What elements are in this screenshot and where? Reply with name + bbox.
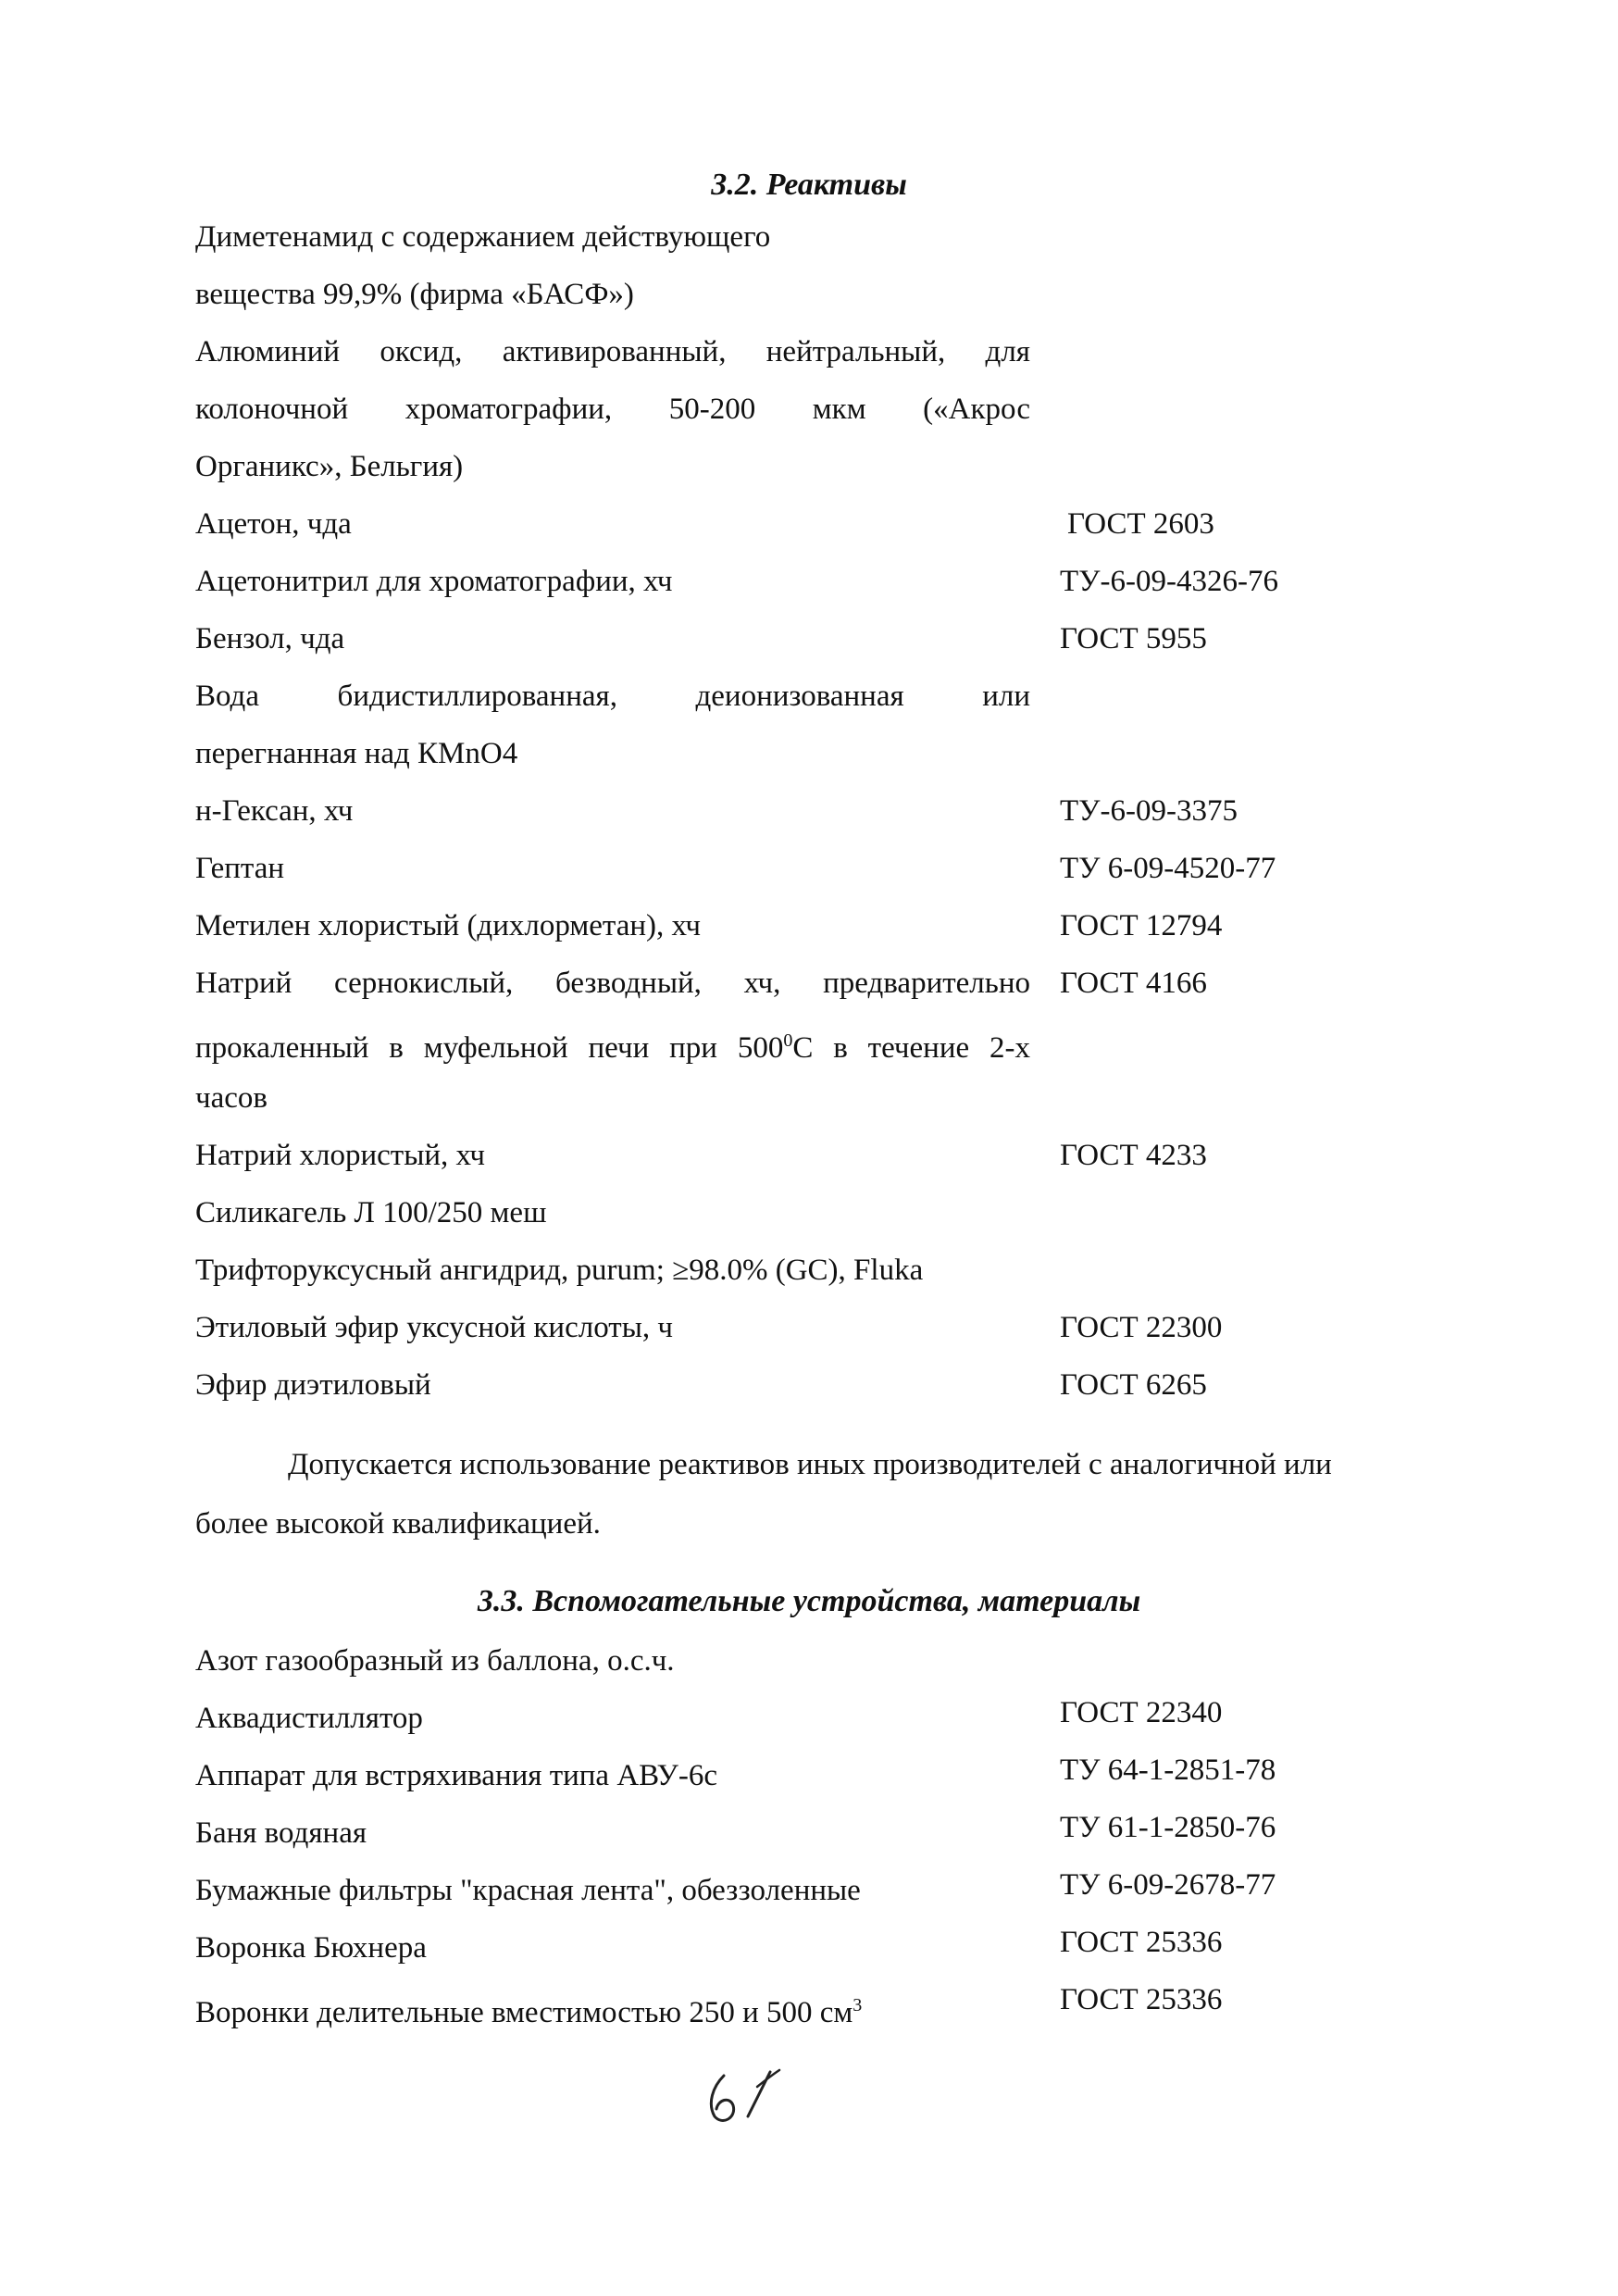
reagent-name: Ацетонитрил для хроматографии, хч <box>195 565 673 598</box>
reagent-line: Диметенамид с содержанием действующего <box>195 220 771 254</box>
reagent-standard: ГОСТ 5955 <box>1060 622 1207 655</box>
material-name: Аквадистиллятор <box>195 1702 423 1735</box>
reagent-name: Метилен хлористый (дихлорметан), хч <box>195 909 701 942</box>
reagent-standard: ТУ-6-09-4326-76 <box>1060 565 1278 598</box>
reagent-name: Ацетон, чда <box>195 507 352 541</box>
material-name-text: Воронки делительные вместимостью 250 и 500 см <box>195 1996 853 2029</box>
reagent-line: колоночной хроматографии, 50-200 мкм («Акрос <box>195 393 1030 426</box>
material-name: Азот газообразный из баллона, о.с.ч. <box>195 1644 675 1678</box>
section-33-title: 3.3. Вспомогательные устройства, материалы <box>477 1584 1141 1618</box>
reagent-standard: ГОСТ 12794 <box>1060 909 1223 942</box>
reagent-standard: ГОСТ 6265 <box>1060 1368 1207 1402</box>
material-name: Воронка Бюхнера <box>195 1931 427 1965</box>
reagent-line: Алюминий оксид, активированный, нейтральный, для <box>195 335 1030 368</box>
reagent-name: Этиловый эфир уксусной кислоты, ч <box>195 1311 673 1344</box>
reagent-name: Гептан <box>195 852 285 885</box>
reagent-line: Органикс», Бельгия) <box>195 450 464 483</box>
material-name: Баня водяная <box>195 1816 367 1850</box>
note-line: более высокой квалификацией. <box>195 1507 601 1541</box>
reagent-name: Трифторуксусный ангидрид, purum; ≥98.0% (GC), Fluka <box>195 1254 924 1287</box>
reagent-name: Силикагель Л 100/250 меш <box>195 1196 547 1229</box>
superscript: 3 <box>853 1995 863 2015</box>
reagent-name: Эфир диэтиловый <box>195 1368 431 1402</box>
material-standard: ГОСТ 22340 <box>1060 1696 1223 1729</box>
reagent-name: Бензол, чда <box>195 622 345 655</box>
reagent-line-part: прокаленный в муфельной печи при 500 <box>195 1031 784 1065</box>
material-name: Аппарат для встряхивания типа АВУ-6с <box>195 1759 717 1792</box>
material-name: Бумажные фильтры "красная лента", обеззоленные <box>195 1874 861 1907</box>
material-standard: ГОСТ 25336 <box>1060 1983 1223 2016</box>
reagent-name: н-Гексан, хч <box>195 794 354 828</box>
reagent-standard: ГОСТ 22300 <box>1060 1311 1223 1344</box>
reagent-line-part: С в течение 2-х <box>792 1031 1030 1065</box>
reagent-line: перегнанная над КMnO4 <box>195 737 518 770</box>
reagent-standard: ГОСТ 4233 <box>1060 1139 1207 1172</box>
reagent-line <box>195 1022 1030 1067</box>
note-line: Допускается использование реактивов иных производителей с аналогичной или <box>288 1448 1332 1481</box>
section-32-title: 3.2. Реактивы <box>711 168 907 202</box>
reagent-line: часов <box>195 1081 268 1115</box>
reagent-standard: ТУ 6-09-4520-77 <box>1060 852 1276 885</box>
material-standard: ГОСТ 25336 <box>1060 1926 1223 1959</box>
material-name <box>195 1987 862 2031</box>
reagent-standard: ГОСТ 4166 <box>1060 967 1207 1000</box>
reagent-name: Натрий хлористый, хч <box>195 1139 486 1172</box>
reagent-line: вещества 99,9% (фирма «БАСФ») <box>195 278 634 311</box>
reagent-standard: ТУ-6-09-3375 <box>1060 794 1238 828</box>
reagent-line: Натрий сернокислый, безводный, хч, предварительно <box>195 967 1030 1000</box>
material-standard: ТУ 64-1-2851-78 <box>1060 1753 1276 1787</box>
material-standard: ТУ 61-1-2850-76 <box>1060 1811 1276 1844</box>
reagent-standard: ГОСТ 2603 <box>1067 507 1214 541</box>
superscript: 0 <box>783 1030 793 1051</box>
handwritten-page-number <box>696 2063 785 2129</box>
reagent-line: Вода бидистиллированная, деионизованная или <box>195 680 1030 713</box>
material-standard: ТУ 6-09-2678-77 <box>1060 1868 1276 1902</box>
